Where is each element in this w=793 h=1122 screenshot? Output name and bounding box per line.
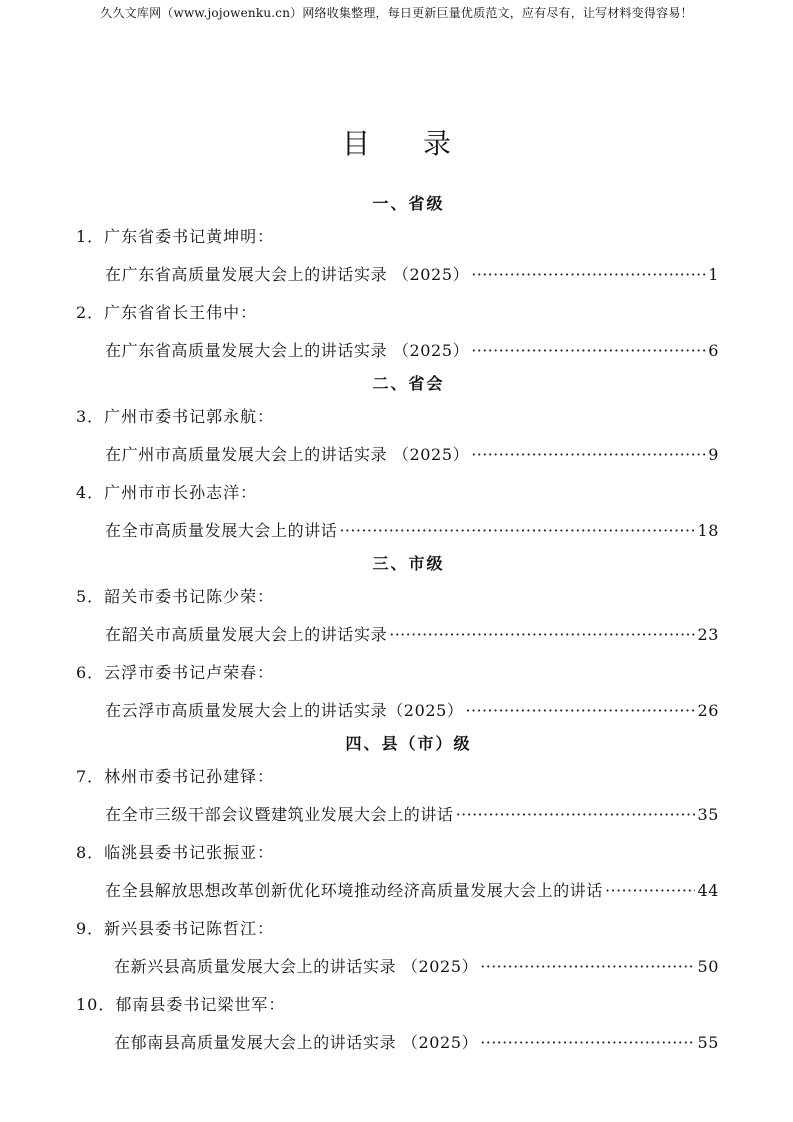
page-number: 55 <box>697 1033 719 1052</box>
entry-text: 在云浮市高质量发展大会上的讲话实录（2025） <box>105 701 464 720</box>
leader-dots <box>471 256 706 294</box>
toc-entry <box>0 910 793 986</box>
entry-speaker: 3．广州市委书记郭永航： <box>76 407 275 426</box>
page-number: 1 <box>708 265 719 284</box>
entry-line[interactable] <box>105 872 719 910</box>
leader-dots <box>605 872 695 910</box>
page-header-banner: 久久文库网（www.jojowenku.cn）网络收集整理，每日更新巨量优质范文，应有尽有，让写材料变得容易！ <box>100 6 693 20</box>
entry-line[interactable] <box>114 948 719 986</box>
toc-entry <box>0 398 793 474</box>
leader-dots <box>389 616 695 654</box>
entry-text: 在广东省高质量发展大会上的讲话实录 （2025） <box>105 341 470 360</box>
entry-line[interactable] <box>105 512 719 550</box>
toc-section <box>0 190 793 370</box>
entry-text: 在广东省高质量发展大会上的讲话实录 （2025） <box>105 265 470 284</box>
leader-dots <box>480 1024 695 1062</box>
entry-text: 在广州市高质量发展大会上的讲话实录 （2025） <box>105 445 470 464</box>
toc-entry <box>0 578 793 654</box>
entry-speaker: 9．新兴县委书记陈哲江： <box>76 919 275 938</box>
section-heading: 二、省会 <box>372 374 445 393</box>
entry-speaker: 6．云浮市委书记卢荣春： <box>76 663 275 682</box>
entry-line[interactable] <box>114 1024 719 1062</box>
leader-dots <box>471 332 706 370</box>
leader-dots <box>466 692 696 730</box>
entry-text: 在全市三级干部会议暨建筑业发展大会上的讲话 <box>105 805 454 824</box>
toc-section <box>0 550 793 730</box>
toc-entry <box>0 834 793 910</box>
leader-dots <box>471 436 706 474</box>
table-of-contents <box>0 190 793 1062</box>
page-number: 9 <box>708 445 719 464</box>
section-heading: 四、县（市）级 <box>345 734 472 753</box>
page-number: 44 <box>697 881 719 900</box>
entry-line[interactable] <box>105 796 719 834</box>
toc-entry <box>0 474 793 550</box>
leader-dots <box>456 796 696 834</box>
entry-line[interactable] <box>105 332 719 370</box>
toc-entry <box>0 758 793 834</box>
toc-entry <box>0 654 793 730</box>
entry-line[interactable] <box>105 436 719 474</box>
page-number: 6 <box>708 341 719 360</box>
entry-text: 在韶关市高质量发展大会上的讲话实录 <box>105 625 388 644</box>
entry-speaker: 2．广东省省长王伟中： <box>76 303 258 322</box>
toc-section <box>0 730 793 1062</box>
entry-line[interactable] <box>105 256 719 294</box>
entry-speaker: 5．韶关市委书记陈少荣： <box>76 587 275 606</box>
entry-speaker: 7．林州市委书记孙建铎： <box>76 767 275 786</box>
entry-speaker: 10．郁南县委书记梁世军： <box>76 995 286 1014</box>
entry-text: 在新兴县高质量发展大会上的讲话实录 （2025） <box>114 957 479 976</box>
section-heading: 一、省级 <box>372 194 445 213</box>
page-number: 26 <box>697 701 719 720</box>
toc-section <box>0 370 793 550</box>
page-number: 50 <box>697 957 719 976</box>
entry-speaker: 8．临洮县委书记张振亚： <box>76 843 275 862</box>
leader-dots <box>339 512 695 550</box>
toc-entry <box>0 986 793 1062</box>
entry-line[interactable] <box>105 692 719 730</box>
leader-dots <box>480 948 695 986</box>
entry-speaker: 1．广东省委书记黄坤明： <box>76 227 275 246</box>
page-number: 18 <box>697 521 719 540</box>
document-title: 目 录 <box>342 127 473 160</box>
entry-text: 在全县解放思想改革创新优化环境推动经济高质量发展大会上的讲话 <box>105 881 604 900</box>
entry-line[interactable] <box>105 616 719 654</box>
entry-text: 在郁南县高质量发展大会上的讲话实录 （2025） <box>114 1033 479 1052</box>
page-number: 23 <box>697 625 719 644</box>
entry-speaker: 4．广州市市长孙志洋： <box>76 483 258 502</box>
page-number: 35 <box>697 805 719 824</box>
entry-text: 在全市高质量发展大会上的讲话 <box>105 521 338 540</box>
section-heading: 三、市级 <box>372 554 445 573</box>
toc-entry <box>0 218 793 294</box>
toc-entry <box>0 294 793 370</box>
